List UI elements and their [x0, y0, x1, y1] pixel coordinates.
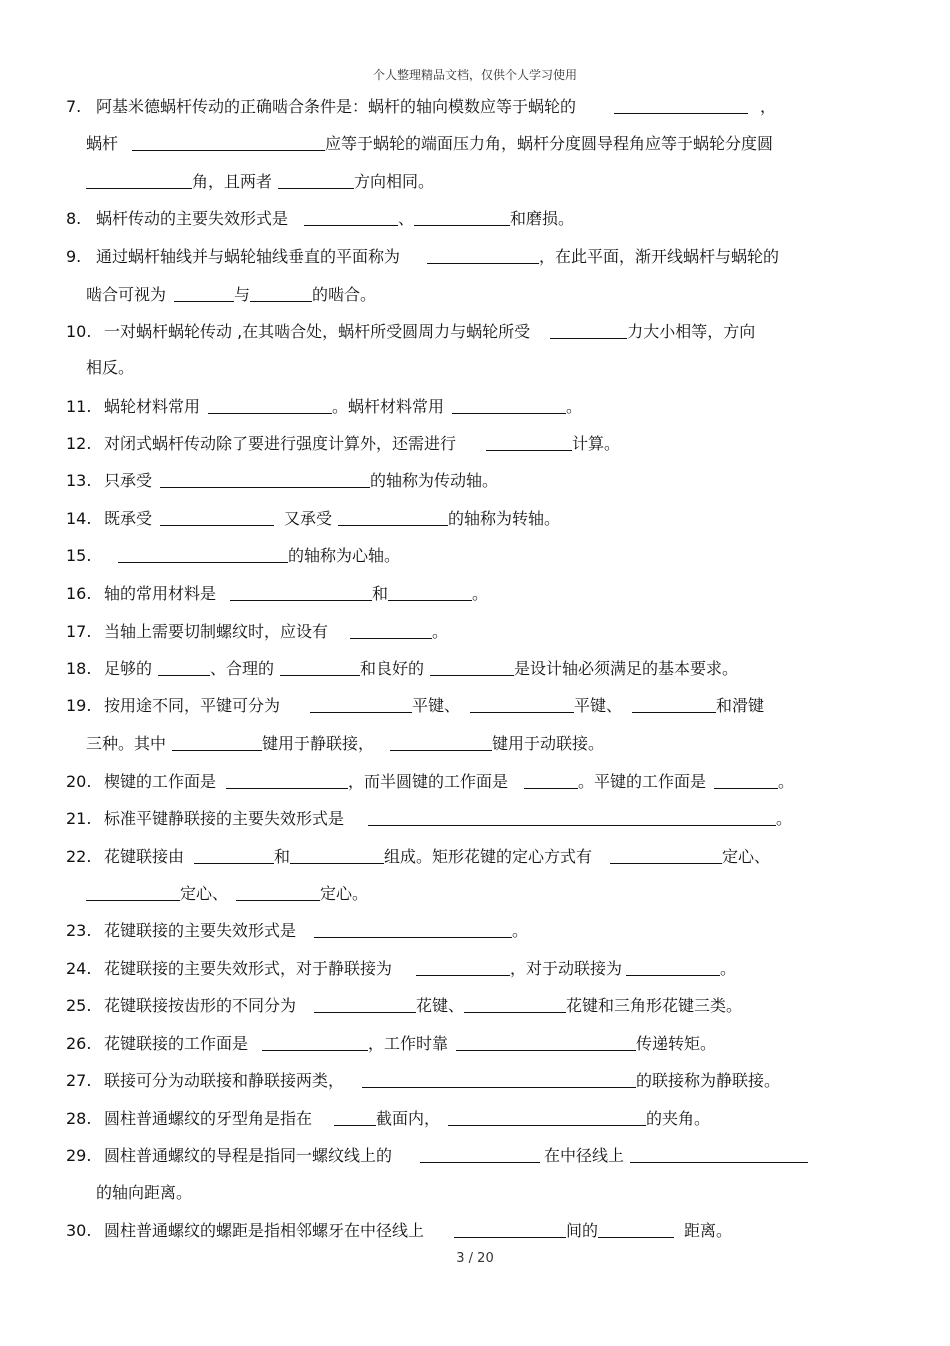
question-12 — [66, 432, 620, 455]
answer-blank[interactable] — [598, 1219, 674, 1238]
question-number: 10. — [66, 322, 92, 341]
question-text: 截面内， — [376, 1109, 441, 1128]
question-text: 圆柱普通螺纹的导程是指同一螺纹线上的 — [104, 1146, 393, 1165]
answer-blank[interactable] — [314, 994, 416, 1013]
question-10 — [66, 320, 755, 343]
answer-blank[interactable] — [290, 845, 384, 864]
answer-blank[interactable] — [132, 132, 325, 151]
question-30 — [66, 1219, 732, 1242]
question-24 — [66, 957, 736, 980]
answer-blank[interactable] — [230, 582, 372, 601]
question-16 — [66, 582, 488, 605]
answer-blank[interactable] — [350, 620, 432, 639]
question-22 — [66, 845, 770, 868]
answer-blank[interactable] — [420, 1144, 540, 1163]
answer-blank[interactable] — [714, 770, 778, 789]
question-text: 。 — [512, 921, 529, 940]
question-number: 26. — [66, 1034, 92, 1053]
answer-blank[interactable] — [470, 694, 574, 713]
answer-blank[interactable] — [160, 469, 370, 488]
question-8 — [66, 207, 574, 230]
question-text: 花键联接按齿形的不同分为 — [104, 996, 297, 1015]
question-26 — [66, 1032, 716, 1055]
question-text: 圆柱普通螺纹的螺距是指相邻螺牙在中径线上 — [104, 1221, 425, 1240]
answer-blank[interactable] — [626, 957, 720, 976]
question-text: 。 — [566, 397, 583, 416]
answer-blank[interactable] — [610, 845, 722, 864]
question-text: 和磨损。 — [510, 209, 575, 228]
answer-blank[interactable] — [280, 657, 360, 676]
question-7-cont-2 — [86, 170, 434, 193]
question-text: ， — [760, 97, 777, 116]
question-text: 啮合可视为 — [86, 285, 167, 304]
question-text: 当轴上需要切制螺纹时，应设有 — [104, 622, 329, 641]
question-text: 。 — [432, 622, 449, 641]
question-text: 键用于静联接， — [262, 734, 375, 753]
answer-blank[interactable] — [486, 432, 572, 451]
question-number: 9. — [66, 247, 82, 266]
question-text: 标准平键静联接的主要失效形式是 — [104, 809, 345, 828]
question-text: 。 — [776, 809, 793, 828]
answer-blank[interactable] — [454, 1219, 566, 1238]
question-number: 19. — [66, 696, 92, 715]
question-number: 15. — [66, 546, 92, 565]
answer-blank[interactable] — [632, 694, 716, 713]
question-number: 23. — [66, 921, 92, 940]
question-number: 7. — [66, 97, 82, 116]
answer-blank[interactable] — [456, 1032, 636, 1051]
question-text: 和 — [372, 584, 389, 603]
page-header: 个人整理精品文档，仅供个人学习使用 — [372, 68, 577, 82]
answer-blank[interactable] — [236, 882, 320, 901]
question-text: 联接可分为动联接和静联接两类， — [104, 1071, 345, 1090]
question-number: 20. — [66, 772, 92, 791]
answer-blank[interactable] — [310, 694, 412, 713]
question-text: 平键、 — [412, 696, 461, 715]
question-text: 角，且两者 — [192, 172, 273, 191]
question-number: 27. — [66, 1071, 92, 1090]
answer-blank[interactable] — [314, 919, 512, 938]
question-number: 12. — [66, 434, 92, 453]
answer-blank[interactable] — [208, 395, 332, 414]
question-7-cont-1 — [86, 132, 773, 155]
answer-blank[interactable] — [250, 283, 312, 302]
question-number: 8. — [66, 209, 82, 228]
answer-blank[interactable] — [334, 1107, 376, 1126]
question-text: 花键联接的主要失效形式，对于静联接为 — [104, 959, 393, 978]
question-text: 的轴称为心轴。 — [288, 546, 401, 565]
question-number: 16. — [66, 584, 92, 603]
question-text: 蜗杆传动的主要失效形式是 — [96, 209, 289, 228]
question-text: 应等于蜗轮的端面压力角，蜗杆分度圆导程角应等于蜗轮分度圆 — [325, 134, 774, 153]
question-text: 。 — [778, 772, 795, 791]
question-text: 的啮合。 — [312, 285, 377, 304]
question-text: ，而半圆键的工作面是 — [348, 772, 509, 791]
answer-blank[interactable] — [630, 1144, 808, 1163]
question-14 — [66, 507, 560, 530]
answer-blank[interactable] — [172, 732, 262, 751]
question-text: 一对蜗杆蜗轮传动 ,在其啮合处，蜗杆所受圆周力与蜗轮所受 — [104, 322, 531, 341]
question-29-cont — [96, 1182, 192, 1204]
question-text: 。平键的工作面是 — [578, 772, 707, 791]
question-25 — [66, 994, 742, 1017]
answer-blank[interactable] — [304, 207, 398, 226]
answer-blank[interactable] — [524, 770, 578, 789]
question-19-cont — [86, 732, 604, 755]
question-23 — [66, 919, 528, 942]
answer-blank[interactable] — [414, 207, 510, 226]
question-number: 30. — [66, 1221, 92, 1240]
question-text: 圆柱普通螺纹的牙型角是指在 — [104, 1109, 313, 1128]
question-11 — [66, 395, 582, 418]
question-text: 的轴称为传动轴。 — [370, 471, 499, 490]
question-text: ，在此平面，渐开线蜗杆与蜗轮的 — [539, 247, 780, 266]
question-text: 。 — [472, 584, 489, 603]
answer-blank[interactable] — [262, 1032, 368, 1051]
answer-blank[interactable] — [452, 395, 566, 414]
question-text: 只承受 — [104, 471, 153, 490]
question-18 — [66, 657, 738, 680]
question-text: ，对于动联接为 — [510, 959, 623, 978]
question-text: 的联接称为静联接。 — [636, 1071, 781, 1090]
question-text: 定心、 — [722, 847, 771, 866]
question-7 — [66, 95, 776, 118]
answer-blank[interactable] — [158, 657, 210, 676]
answer-blank[interactable] — [430, 657, 514, 676]
question-text: 力大小相等，方向 — [627, 322, 756, 341]
question-text: 花键和三角形花键三类。 — [566, 996, 743, 1015]
question-number: 22. — [66, 847, 92, 866]
question-28 — [66, 1107, 710, 1130]
question-text: 既承受 — [104, 509, 153, 528]
question-text: 计算。 — [572, 434, 621, 453]
question-text: 花键联接由 — [104, 847, 185, 866]
question-text: 传递转矩。 — [636, 1034, 717, 1053]
question-text: 三种。其中 — [86, 734, 167, 753]
question-text: 。蜗杆材料常用 — [332, 397, 445, 416]
question-text: 的夹角。 — [646, 1109, 711, 1128]
question-text: 。 — [720, 959, 737, 978]
question-text: 花键、 — [416, 996, 465, 1015]
question-text: 定心。 — [320, 884, 369, 903]
answer-blank[interactable] — [416, 957, 510, 976]
question-27 — [66, 1069, 780, 1092]
question-number: 18. — [66, 659, 92, 678]
answer-blank[interactable] — [278, 170, 354, 189]
question-text: 定心、 — [180, 884, 229, 903]
question-text: 和良好的 — [360, 659, 425, 678]
question-text: 组成。矩形花键的定心方式有 — [384, 847, 593, 866]
answer-blank[interactable] — [118, 544, 288, 563]
answer-blank[interactable] — [550, 320, 627, 339]
question-number: 25. — [66, 996, 92, 1015]
question-text: 按用途不同，平键可分为 — [104, 696, 281, 715]
question-text: 间的 — [566, 1221, 599, 1240]
question-text: 对闭式蜗杆传动除了要进行强度计算外，还需进行 — [104, 434, 457, 453]
question-number: 21. — [66, 809, 92, 828]
question-text: 通过蜗杆轴线并与蜗轮轴线垂直的平面称为 — [96, 247, 401, 266]
question-text: 花键联接的工作面是 — [104, 1034, 249, 1053]
answer-blank[interactable] — [464, 994, 566, 1013]
question-22-cont — [86, 882, 368, 905]
question-13 — [66, 469, 498, 492]
question-number: 29. — [66, 1146, 92, 1165]
answer-blank[interactable] — [160, 507, 274, 526]
answer-blank[interactable] — [390, 732, 492, 751]
answer-blank[interactable] — [194, 845, 274, 864]
answer-blank[interactable] — [86, 882, 180, 901]
question-10-cont — [86, 357, 134, 379]
question-text: 蜗轮材料常用 — [104, 397, 201, 416]
question-text: 楔键的工作面是 — [104, 772, 217, 791]
question-text: 足够的 — [104, 659, 153, 678]
answer-blank[interactable] — [86, 170, 192, 189]
answer-blank[interactable] — [614, 95, 748, 114]
question-9-cont — [86, 283, 376, 306]
question-text: 和滑键 — [716, 696, 765, 715]
question-text: 键用于动联接。 — [492, 734, 605, 753]
question-15 — [66, 544, 400, 567]
question-text: 、合理的 — [210, 659, 275, 678]
question-text: 轴的常用材料是 — [104, 584, 217, 603]
question-text: 方向相同。 — [354, 172, 435, 191]
question-text: 又承受 — [284, 509, 333, 528]
answer-blank[interactable] — [448, 1107, 646, 1126]
question-number: 14. — [66, 509, 92, 528]
answer-blank[interactable] — [362, 1069, 636, 1088]
question-29 — [66, 1144, 808, 1167]
question-number: 11. — [66, 397, 92, 416]
question-text: 是设计轴必须满足的基本要求。 — [514, 659, 739, 678]
question-21 — [66, 807, 792, 830]
question-20 — [66, 770, 794, 793]
question-text: 与 — [234, 285, 251, 304]
question-text: 相反。 — [86, 358, 135, 377]
question-text: 在中径线上 — [544, 1146, 625, 1165]
question-text: 花键联接的主要失效形式是 — [104, 921, 297, 940]
question-text: 、 — [398, 209, 415, 228]
question-number: 28. — [66, 1109, 92, 1128]
page-number: 3 / 20 — [456, 1251, 494, 1266]
question-text: ，工作时靠 — [368, 1034, 449, 1053]
question-text: 的轴称为转轴。 — [448, 509, 561, 528]
question-text: 蜗杆 — [86, 134, 119, 153]
answer-blank[interactable] — [368, 807, 776, 826]
answer-blank[interactable] — [427, 245, 539, 264]
question-9 — [66, 245, 779, 268]
answer-blank[interactable] — [226, 770, 348, 789]
question-number: 24. — [66, 959, 92, 978]
question-17 — [66, 620, 448, 643]
answer-blank[interactable] — [388, 582, 472, 601]
question-text: 和 — [274, 847, 291, 866]
question-19 — [66, 694, 764, 717]
question-text: 的轴向距离。 — [96, 1183, 193, 1202]
question-number: 17. — [66, 622, 92, 641]
question-number: 13. — [66, 471, 92, 490]
question-text: 距离。 — [684, 1221, 733, 1240]
question-text: 平键、 — [574, 696, 623, 715]
answer-blank[interactable] — [174, 283, 234, 302]
question-text: 阿基米德蜗杆传动的正确啮合条件是：蜗杆的轴向模数应等于蜗轮的 — [96, 97, 577, 116]
answer-blank[interactable] — [338, 507, 448, 526]
